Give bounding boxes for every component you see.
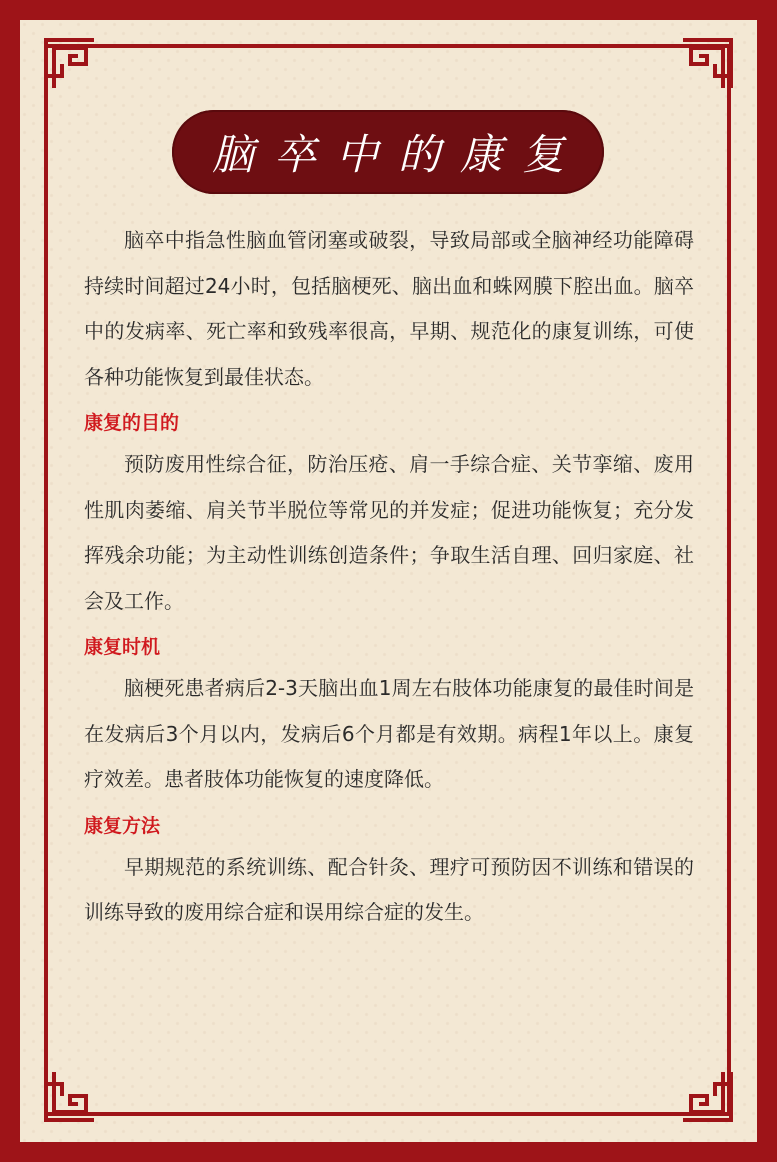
fret-corner-ornament-icon <box>679 1068 735 1124</box>
intro-paragraph: 脑卒中指急性脑血管闭塞或破裂，导致局部或全脑神经功能障碍持续时间超过24小时，包括脑梗死、脑出血和蛛网膜下腔出血。脑卒中的发病率、死亡率和致残率很高，早期、规范化的康复训练，可使各种功能恢复到最佳状态。 <box>84 228 694 389</box>
fret-corner-ornament-icon <box>42 1068 98 1124</box>
section-text-purpose: 预防废用性综合征，防治压疮、肩一手综合症、关节挛缩、废用性肌肉萎缩、肩关节半脱位等常见的并发症；促进功能恢复；充分发挥残余功能；为主动性训练创造条件；争取生活自理、回归家庭、社会及工作。 <box>84 452 694 613</box>
page-title: 脑卒中的康复 <box>211 130 584 179</box>
section-text-timing: 脑梗死患者病后2-3天脑出血1周左右肢体功能康复的最佳时间是在发病后3个月以内，发病后6个月都是有效期。病程1年以上。康复疗效差。患者肢体功能恢复的速度降低。 <box>84 676 694 791</box>
section-heading-timing: 康复时机 <box>84 636 161 658</box>
section-heading-methods: 康复方法 <box>84 814 161 837</box>
fret-corner-ornament-icon <box>42 36 98 92</box>
fret-corner-ornament-icon <box>679 36 735 92</box>
section-text-methods: 早期规范的系统训练、配合针灸、理疗可预防因不训练和错误的训练导致的废用综合症和误用综合症的发生。 <box>84 854 694 924</box>
section-heading-purpose: 康复的目的 <box>84 412 180 434</box>
article-body <box>84 218 694 936</box>
title-banner <box>172 110 604 194</box>
